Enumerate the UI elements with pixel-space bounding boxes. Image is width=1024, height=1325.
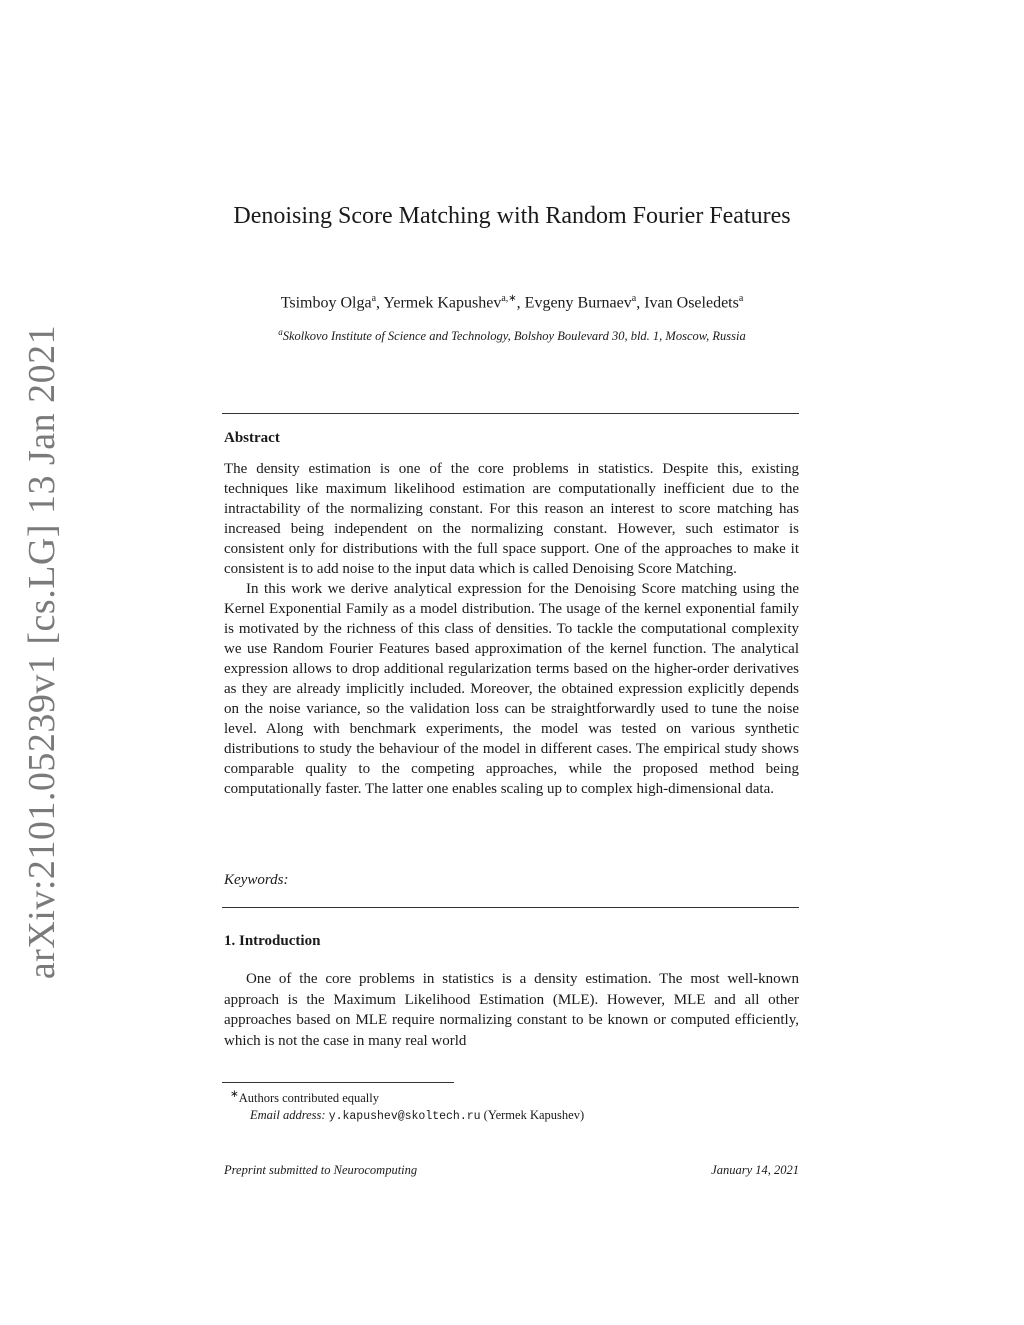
author-affil-mark: a <box>631 293 637 304</box>
footnote-rule <box>222 1082 454 1083</box>
affiliation-mark: a <box>278 327 283 337</box>
footnote-marker: ∗ <box>230 1089 239 1100</box>
abstract-bottom-rule <box>222 907 799 908</box>
section-heading-introduction: 1. Introduction <box>224 933 321 949</box>
arxiv-id: arXiv:2101.05239v1 [cs.LG] 13 Jan 2021 <box>21 324 64 980</box>
footer-date: January 14, 2021 <box>711 1163 799 1177</box>
footer-journal: Preprint submitted to Neurocomputing <box>224 1163 418 1177</box>
abstract-top-rule <box>222 413 799 414</box>
author-affil-mark: a <box>738 293 744 304</box>
introduction-paragraph: One of the core problems in statistics is a density estimation. The most well-known approach is the Maximum Likelihood Estimation (MLE). However, MLE and all other approaches based on MLE require normalizing constant to be known or computed efficiently, which is not the case in many real world <box>224 971 799 1049</box>
author-name: Tsimboy Olga <box>280 294 372 312</box>
email-owner: (Yermek Kapushev) <box>483 1108 585 1123</box>
author-affil-mark: a,∗ <box>501 293 517 304</box>
author-name: Yermek Kapushev <box>383 294 502 312</box>
affiliation-text: Skolkovo Institute of Science and Technology, Bolshoy Boulevard 30, bld. 1, Moscow, Russia <box>282 329 746 344</box>
author-list: Tsimboy Olga$^a$, Yermek Kapushev$^{a,∗}$, Evgeny Burnaev$^a$, Ivan Oseledets$^a$ <box>280 293 744 312</box>
email-label: Email address: <box>250 1108 326 1123</box>
author-name: Evgeny Burnaev <box>524 294 632 312</box>
footnote-email <box>230 1107 584 1125</box>
abstract-paragraph-2: In this work we derive analytical expression for the Denoising Score matching using the Kernel Exponential Family as a model distribution. The usage of the kernel exponential family is motivated by the richness of this class of densities. To tackle the computational complexity we use Random Fourier Features based approximation of the kernel function. The analytical expression allows to drop additional regularization terms based on the higher-order derivatives as they are already implicitly included. Moreover, the obtained expression explicitly depends on the noise variance, so the validation loss can be straightforwardly used to tune the noise level. Along with benchmark experiments, the model was tested on various synthetic distributions to study the behaviour of the model in different cases. The empirical study shows comparable quality to the competing approaches, while the proposed method being computationally faster. The latter one enables scaling up to complex high-dimensional data. <box>224 581 799 797</box>
paper-title: Denoising Score Matching with Random Fourier Features <box>233 203 791 229</box>
abstract-body <box>224 459 799 799</box>
author-name: Ivan Oseledets <box>644 294 739 312</box>
footnotes <box>230 1086 584 1125</box>
email-address: y.kapushev@skoltech.ru <box>328 1110 481 1124</box>
footnote-equal-contribution <box>230 1086 584 1107</box>
affiliation <box>222 323 802 345</box>
arxiv-identifier-stamp <box>10 324 74 980</box>
keywords-label: Keywords: <box>224 872 289 888</box>
abstract-heading: Abstract <box>224 430 280 446</box>
footnote-text: Authors contributed equally <box>238 1091 379 1106</box>
abstract-paragraph-1: The density estimation is one of the core problems in statistics. Despite this, existing techniques like maximum likelihood estimation are computationally inefficient due to the intractability of the normalizing constant. For this reason an interest to score matching has increased being independent on the normalizing constant. However, such estimator is consistent only for distributions with the full space support. One of the approaches to make it consistent is to add noise to the input data which is called Denoising Score Matching. <box>224 461 799 577</box>
author-affil-mark: a <box>371 293 377 304</box>
